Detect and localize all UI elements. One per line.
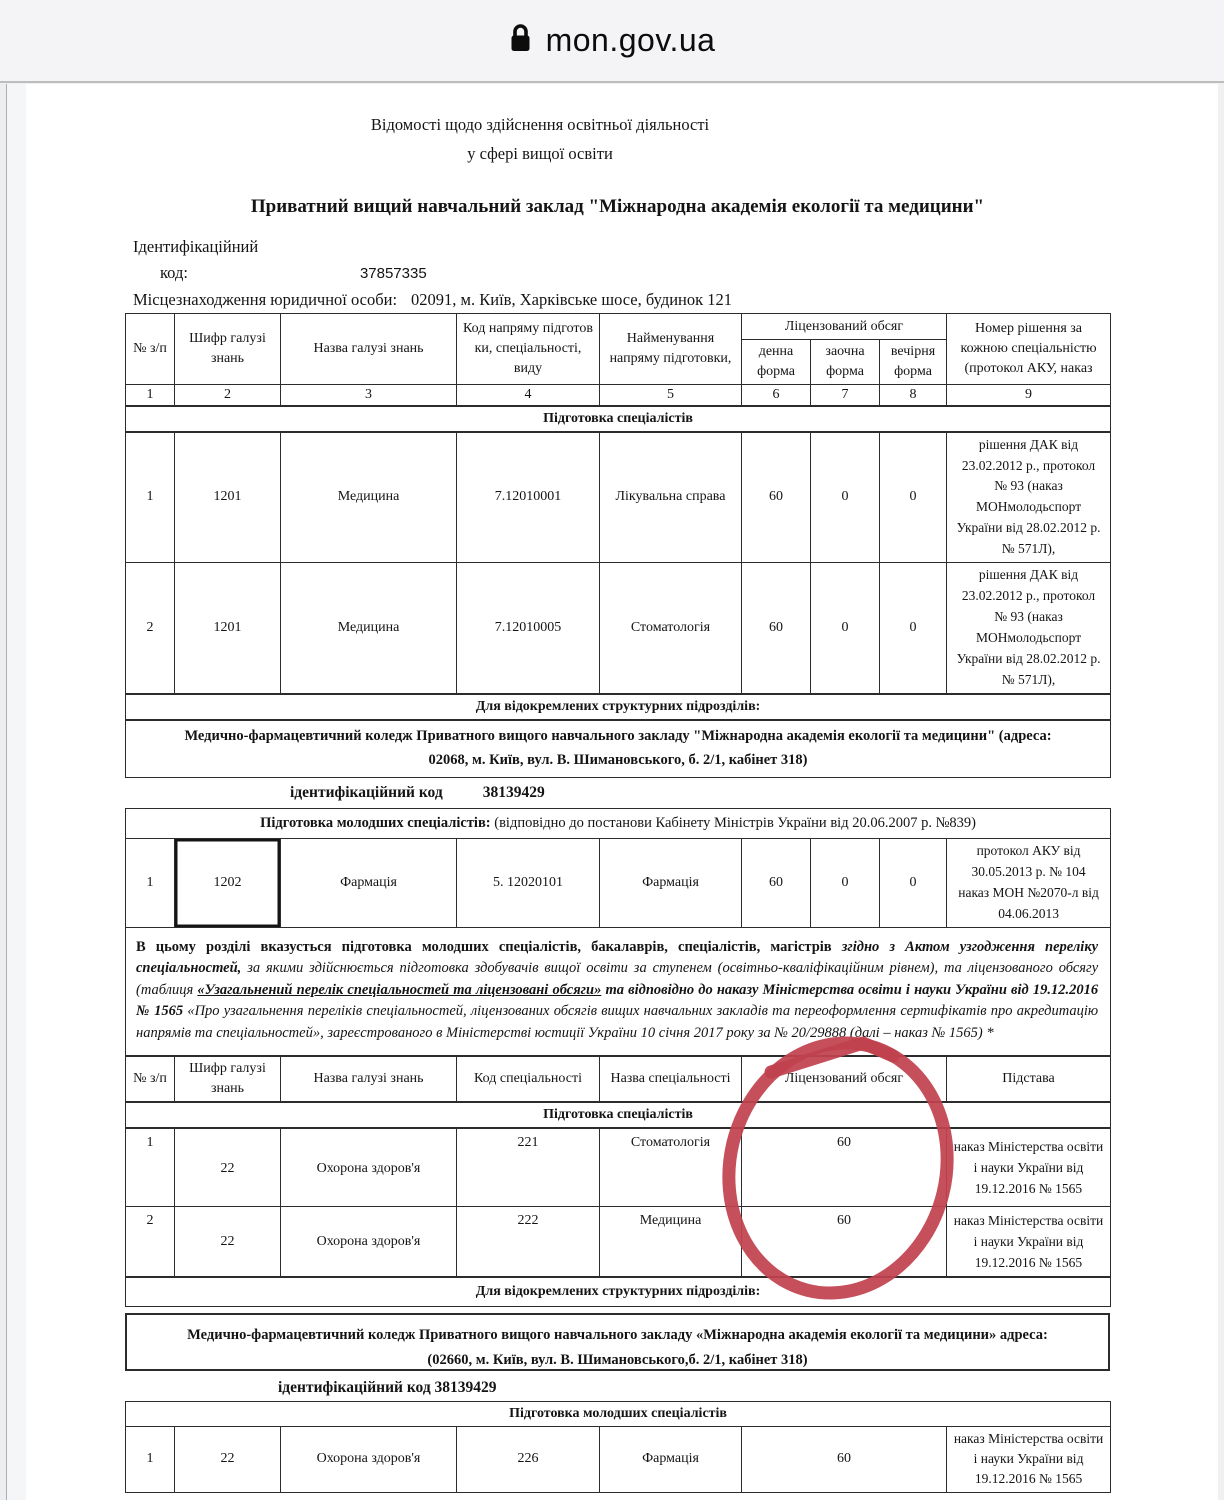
col-header-licensed-volume: Ліцензований обсяг [742, 1056, 947, 1102]
cell-spec-code: 226 [457, 1426, 600, 1492]
college-id-value: 38139429 [482, 784, 545, 802]
college-line-2: 02068, м. Київ, вул. В. Шимановського, б. 2/1, кабінет 318) [428, 751, 808, 768]
college-info [126, 720, 1111, 778]
right-scrollbar-gutter[interactable] [1217, 84, 1224, 1500]
separated-units-header: Для відокремлених структурних підрозділів: [126, 694, 1111, 720]
cell-basis: наказ Міністерства освіти і науки України від 19.12.2016 № 1565 [947, 1128, 1111, 1206]
cell-num: 1 [126, 839, 175, 928]
note-run: «Узагальнений перелік спеціальностей та ліцензовані обсяги» [197, 981, 602, 998]
col-num: 4 [457, 384, 600, 405]
college-info-2 [125, 1313, 1110, 1371]
col-header-branch-name: Назва галузі знань [281, 314, 457, 385]
cell-num: 2 [126, 563, 175, 694]
table-row [126, 1206, 1111, 1276]
cell-decision: протокол АКУ від 30.05.2013 р. № 104 наказ МОН №2070-л від 04.06.2013 [947, 839, 1111, 928]
cell-basis: наказ Міністерства освіти і науки України від 19.12.2016 № 1565 [947, 1426, 1111, 1492]
id-code-value: 37857335 [359, 265, 427, 282]
browser-address-bar[interactable] [0, 0, 1224, 83]
cell-spec-name: Медицина [600, 1206, 742, 1276]
id-label: код: [160, 263, 188, 282]
col-num: 3 [281, 384, 457, 405]
cell-branch-name: Медицина [281, 432, 457, 563]
col-header-basis: Підстава [947, 1056, 1111, 1102]
table-row [126, 1128, 1111, 1206]
cell-day: 60 [742, 563, 811, 694]
subject-line-2: у сфері вищої освіти [467, 144, 613, 163]
college-line-2: (02660, м. Київ, вул. В. Шимановського,б. 2/1, кабінет 318) [427, 1351, 808, 1368]
col-num: 9 [947, 384, 1111, 405]
location-line [125, 287, 1110, 313]
separated-units-header: Для відокремлених структурних підрозділів: [126, 1277, 1111, 1307]
url-text: mon.gov.ua [545, 22, 716, 58]
cell-basis: наказ Міністерства освіти і науки України від 19.12.2016 № 1565 [947, 1206, 1111, 1276]
col-header-branch-code: Шифр галузі знань [175, 1056, 281, 1102]
note-run: «Про узагальнення переліків спеціальностей, ліцензованих обсягів вищих навчальних закладів та переоформлення сертифікатів про акредитацію напрямів та спеціальностей», зареєстрованого в Міністерстві юстиції України 10 січня 2017 року за № 20/29888 (далі – наказ № 1565) * [136, 1003, 1099, 1041]
col-num: 7 [811, 384, 880, 405]
col-num: 5 [600, 384, 742, 405]
note-run: за якими здійснюється підготовка здобувачів вищої освіти за ступенем (освітньо-кваліфікаційним рівнем), та ліцензованого обсягу (таблиця [136, 960, 1099, 998]
table-row [126, 563, 1111, 694]
col-header-num: № з/п [126, 314, 175, 385]
organization-title: Приватний вищий навчальний заклад "Міжнародна академія екології та медицини" [250, 196, 985, 217]
junior-header-note: (відповідно до постанови Кабінету Міністрів України від 20.06.2007 р. №839) [490, 815, 976, 832]
cell-day: 60 [742, 432, 811, 563]
cell-program-name: Стоматологія [600, 563, 742, 694]
table-row [126, 839, 1111, 928]
cell-branch-code: 22 [175, 1206, 281, 1276]
cell-volume: 60 [742, 1426, 947, 1492]
specialties-2016-table [125, 1056, 1111, 1307]
cell-branch-name: Фармація [281, 839, 457, 928]
college-id-code-line-2: ідентифікаційний код 38139429 [278, 1379, 497, 1397]
junior-specialists-table [125, 808, 1111, 1056]
cell-extramural: 0 [811, 563, 880, 694]
cell-branch-code: 22 [175, 1128, 281, 1206]
col-header-program-name: Найменування напряму підготовки, [600, 314, 742, 385]
col-header-decision: Номер рішення за кожною спеціальністю (протокол АКУ, наказ [947, 314, 1111, 385]
cell-volume: 60 [742, 1128, 947, 1206]
cell-branch-code: 22 [175, 1426, 281, 1492]
col-header-day-form: денна форма [742, 340, 811, 385]
cell-branch-code: 1201 [175, 563, 281, 694]
lock-icon [509, 23, 532, 59]
cell-branch-name: Медицина [281, 563, 457, 694]
cell-branch-name: Охорона здоров'я [281, 1128, 457, 1206]
junior-header-bold: Підготовка молодших спеціалістів: [260, 815, 491, 832]
col-header-num: № з/п [126, 1056, 175, 1102]
col-num: 8 [880, 384, 947, 405]
table-row [126, 432, 1111, 563]
id-label-line1: Ідентифікаційний [133, 237, 259, 256]
cell-decision: рішення ДАК від 23.02.2012 р., протокол № 93 (наказ МОНмолодьспорт України від 28.02.2012 р.№ 571Л), [947, 432, 1111, 563]
cell-num: 1 [126, 1426, 175, 1492]
cell-program-code: 7.12010001 [457, 432, 600, 563]
document-page [26, 84, 1218, 1500]
cell-evening: 0 [880, 432, 947, 563]
cell-spec-code: 222 [457, 1206, 600, 1276]
identification-block [125, 234, 1110, 313]
section-specialists-header: Підготовка спеціалістів [126, 1102, 1111, 1128]
col-num: 2 [175, 384, 281, 405]
college-line-1: Медично-фармацевтичний коледж Приватного вищого навчального закладу «Міжнародна академія екології та медицини» адреса: [187, 1327, 1048, 1344]
college-line-1: Медично-фармацевтичний коледж Приватного вищого навчального закладу "Міжнародна академія екології та медицини" (адреса: [184, 728, 1052, 745]
cell-program-name: Фармація [600, 839, 742, 928]
location-value: 02091, м. Київ, Харківське шосе, будинок 121 [411, 290, 733, 309]
cell-day: 60 [742, 839, 811, 928]
col-header-branch-name: Назва галузі знань [281, 1056, 457, 1102]
cell-num: 1 [126, 1128, 175, 1206]
table-row [126, 1426, 1111, 1492]
licensing-table-main [125, 313, 1111, 778]
cell-branch-name: Охорона здоров'я [281, 1426, 457, 1492]
cell-program-code: 5. 12020101 [457, 839, 600, 928]
column-number-row [126, 384, 1111, 405]
junior-section-header-2: Підготовка молодших спеціалістів [126, 1402, 1111, 1427]
college-id-code-line [125, 778, 1110, 808]
section-specialists-header: Підготовка спеціалістів [126, 406, 1111, 432]
col-header-branch-code: Шифр галузі знань [175, 314, 281, 385]
note-run: згідно з Актом узгодження переліку спеціальностей, [136, 938, 1099, 977]
cell-evening: 0 [880, 563, 947, 694]
col-header-spec-code: Код спеціальності [457, 1056, 600, 1102]
cell-program-name: Лікувальна справа [600, 432, 742, 563]
note-paragraph [126, 927, 1111, 1055]
document-subject [125, 84, 955, 168]
cell-extramural: 0 [811, 432, 880, 563]
cell-branch-name: Охорона здоров'я [281, 1206, 457, 1276]
college-id-label: ідентифікаційний код [290, 784, 443, 802]
cell-branch-code: 1201 [175, 432, 281, 563]
location-label: Місцезнаходження юридичної особи: [133, 290, 398, 309]
cell-program-code: 7.12010005 [457, 563, 600, 694]
note-run: та відповідно до наказу Міністерства освіти і науки України від 19.12.2016 № 1565 [136, 981, 1099, 1020]
col-header-extramural-form: заочна форма [811, 340, 880, 385]
cell-spec-name: Фармація [600, 1426, 742, 1492]
cell-volume: 60 [742, 1206, 947, 1276]
col-num: 1 [126, 384, 175, 405]
cell-extramural: 0 [811, 839, 880, 928]
col-num: 6 [742, 384, 811, 405]
cell-spec-code: 221 [457, 1128, 600, 1206]
id-label-line2 [125, 260, 1110, 287]
subject-line-1: Відомості щодо здійснення освітньої діяльності [370, 115, 710, 134]
left-gutter-inner [7, 84, 26, 1500]
junior-specialists-table-2 [125, 1401, 1111, 1493]
cell-spec-name: Стоматологія [600, 1128, 742, 1206]
cell-branch-code: 1202 [175, 839, 281, 928]
cell-num: 2 [126, 1206, 175, 1276]
col-header-evening-form: вечірня форма [880, 340, 947, 385]
col-header-spec-name: Назва спеціальності [600, 1056, 742, 1102]
junior-section-header [126, 809, 1111, 839]
note-run: В цьому розділі вказусться підготовка молодших спеціалістів, бакалаврів, спеціалістів, магістрів [136, 938, 842, 955]
cell-num: 1 [126, 432, 175, 563]
col-header-program-code: Код напряму підготов ки, спеціальності, виду [457, 314, 600, 385]
cell-decision: рішення ДАК від 23.02.2012 р., протокол № 93 (наказ МОНмолодьспорт України від 28.02.2012 р.№ 571Л), [947, 563, 1111, 694]
col-header-licensed-volume: Ліцензований обсяг [742, 314, 947, 340]
cell-evening: 0 [880, 839, 947, 928]
